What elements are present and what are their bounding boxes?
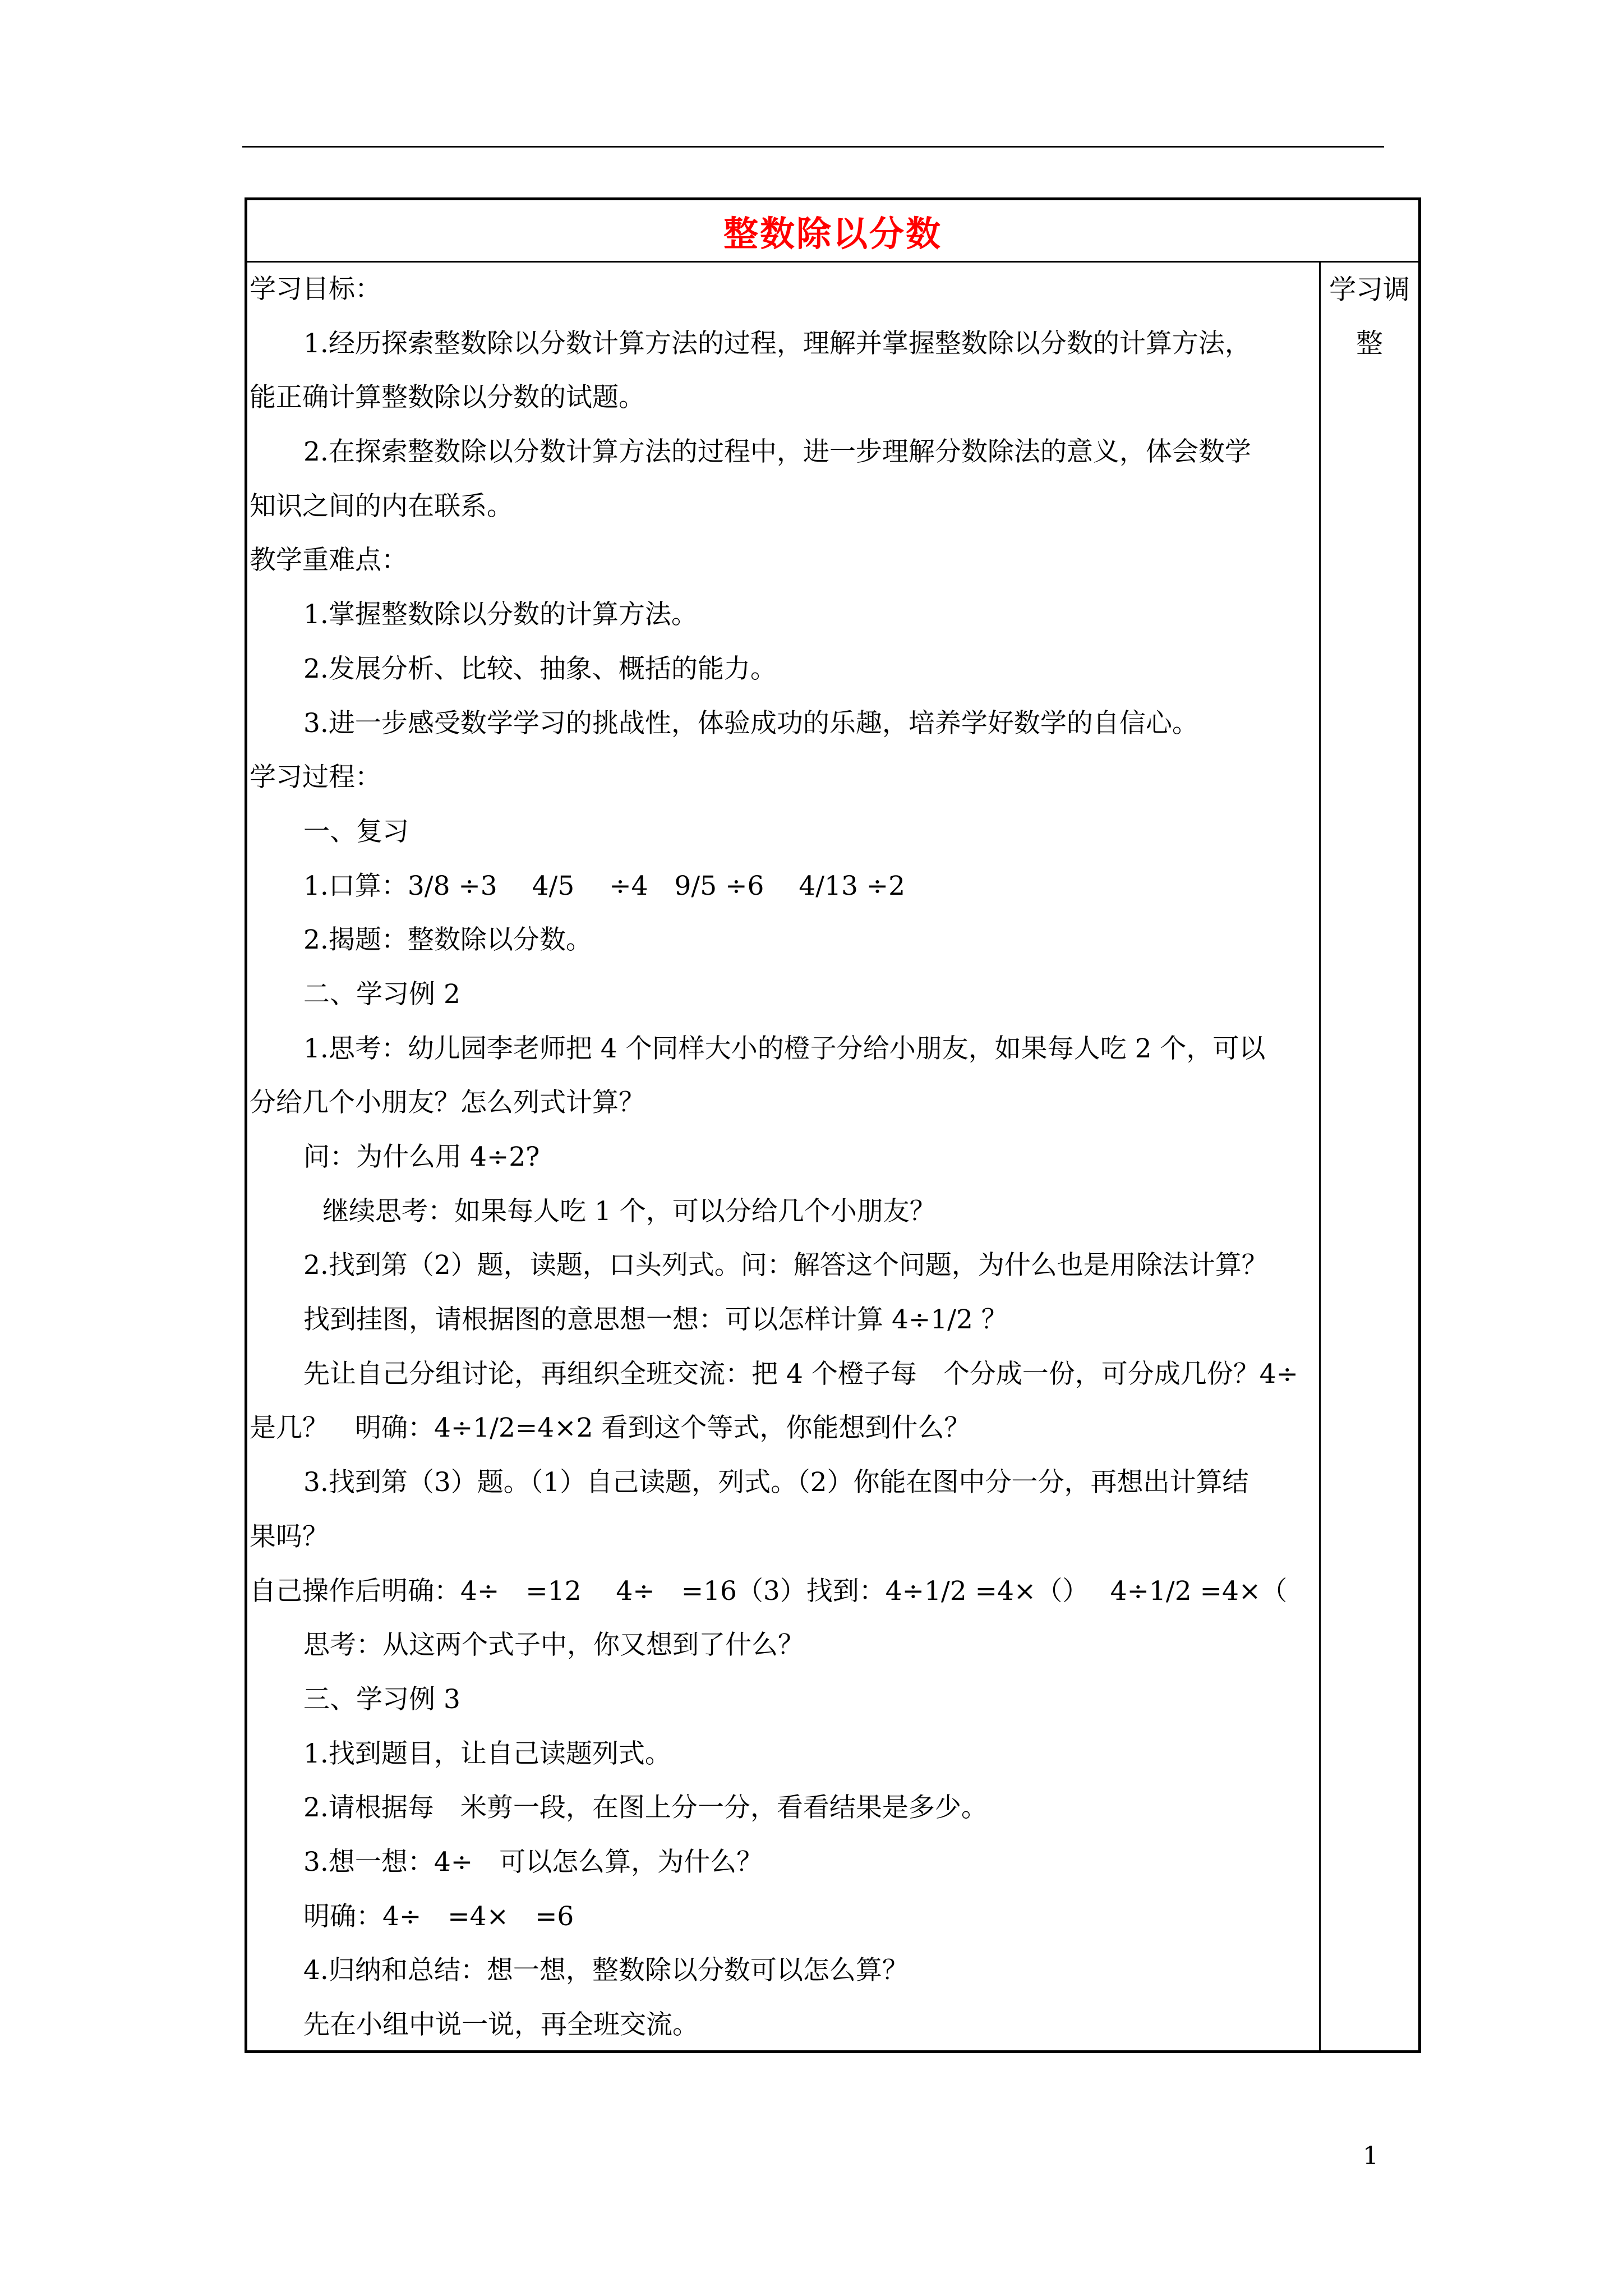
content-line: 2.揭题：整数除以分数。 (303, 924, 592, 956)
content-line: 3.进一步感受数学学习的挑战性，体验成功的乐趣，培养学好数学的自信心。 (303, 707, 1198, 739)
content-line: 4.归纳和总结：想一想，整数除以分数可以怎么算？ (303, 1955, 909, 1986)
content-cell (247, 263, 1321, 2050)
content-line: 能正确计算整数除以分数的试题。 (250, 382, 645, 413)
content-line: 学习过程： (250, 762, 381, 793)
content-line: 1.找到题目，让自己读题列式。 (303, 1738, 671, 1769)
content-line: 三、学习例 3 (303, 1683, 460, 1715)
content-line: 1.口算：3/8 ÷3 4/5 ÷4 9/5 ÷6 4/13 ÷2 (303, 870, 906, 901)
content-line: 问：为什么用 4÷2? (303, 1142, 540, 1172)
content-line: 2.找到第（2）题，读题，口头列式。问：解答这个问题，为什么也是用除法计算？ (303, 1250, 1268, 1281)
header-rule (242, 146, 1384, 148)
lesson-table (245, 197, 1421, 2053)
content-line: 2.在探索整数除以分数计算方法的过程中，进一步理解分数除法的意义，体会数学 (303, 436, 1251, 468)
content-line: 思考：从这两个式子中，你又想到了什么？ (303, 1630, 804, 1661)
content-line: 继续思考：如果每人吃 1 个，可以分给几个小朋友？ (322, 1195, 936, 1227)
content-line: 果吗？ (250, 1521, 329, 1552)
content-line: 3.想一想：4÷ 可以怎么算，为什么？ (303, 1846, 763, 1878)
content-line: 2.请根据每 米剪一段，在图上分一分，看看结果是多少。 (303, 1792, 988, 1824)
content-line: 1.思考：幼儿园李老师把 4 个同样大小的橙子分给小朋友，如果每人吃 2 个，可以 (303, 1033, 1266, 1064)
content-line: 1.掌握整数除以分数的计算方法。 (303, 599, 698, 631)
adjustment-column-label: 学习调整 (1329, 274, 1410, 359)
document-title: 整数除以分数 (247, 200, 1418, 263)
page-number: 1 (1363, 2142, 1378, 2170)
content-line: 知识之间的内在联系。 (250, 490, 513, 522)
content-line: 2.发展分析、比较、抽象、概括的能力。 (303, 653, 777, 684)
content-line: 找到挂图，请根据图的意思想一想：可以怎样计算 4÷1/2 ？ (303, 1304, 1008, 1336)
content-line: 是几？ 明确：4÷1/2=4×2 看到这个等式，你能想到什么？ (250, 1412, 971, 1444)
content-line: 1.经历探索整数除以分数计算方法的过程，理解并掌握整数除以分数的计算方法， (303, 328, 1251, 359)
content-line: 3.找到第（3）题。（1）自己读题，列式。（2）你能在图中分一分，再想出计算结 (303, 1467, 1249, 1498)
content-line: 明确：4÷ =4× =6 (303, 1901, 574, 1932)
content-line: 一、复习 (303, 816, 409, 847)
content-line: 自己操作后明确：4÷ =12 4÷ =16（3）找到：4÷1/2 =4×（） 4÷1/2 =4×（ (250, 1575, 1288, 1607)
content-line: 教学重难点： (250, 545, 408, 576)
content-line: 先在小组中说一说，再全班交流。 (303, 2009, 699, 2040)
content-line: 学习目标： (250, 274, 381, 305)
content-line: 二、学习例 2 (303, 978, 460, 1010)
content-line: 先让自己分组讨论，再组织全班交流：把 4 个橙子每 个分成一份，可分成几份？4÷ (303, 1358, 1299, 1389)
content-line: 分给几个小朋友？怎么列式计算？ (250, 1087, 645, 1119)
